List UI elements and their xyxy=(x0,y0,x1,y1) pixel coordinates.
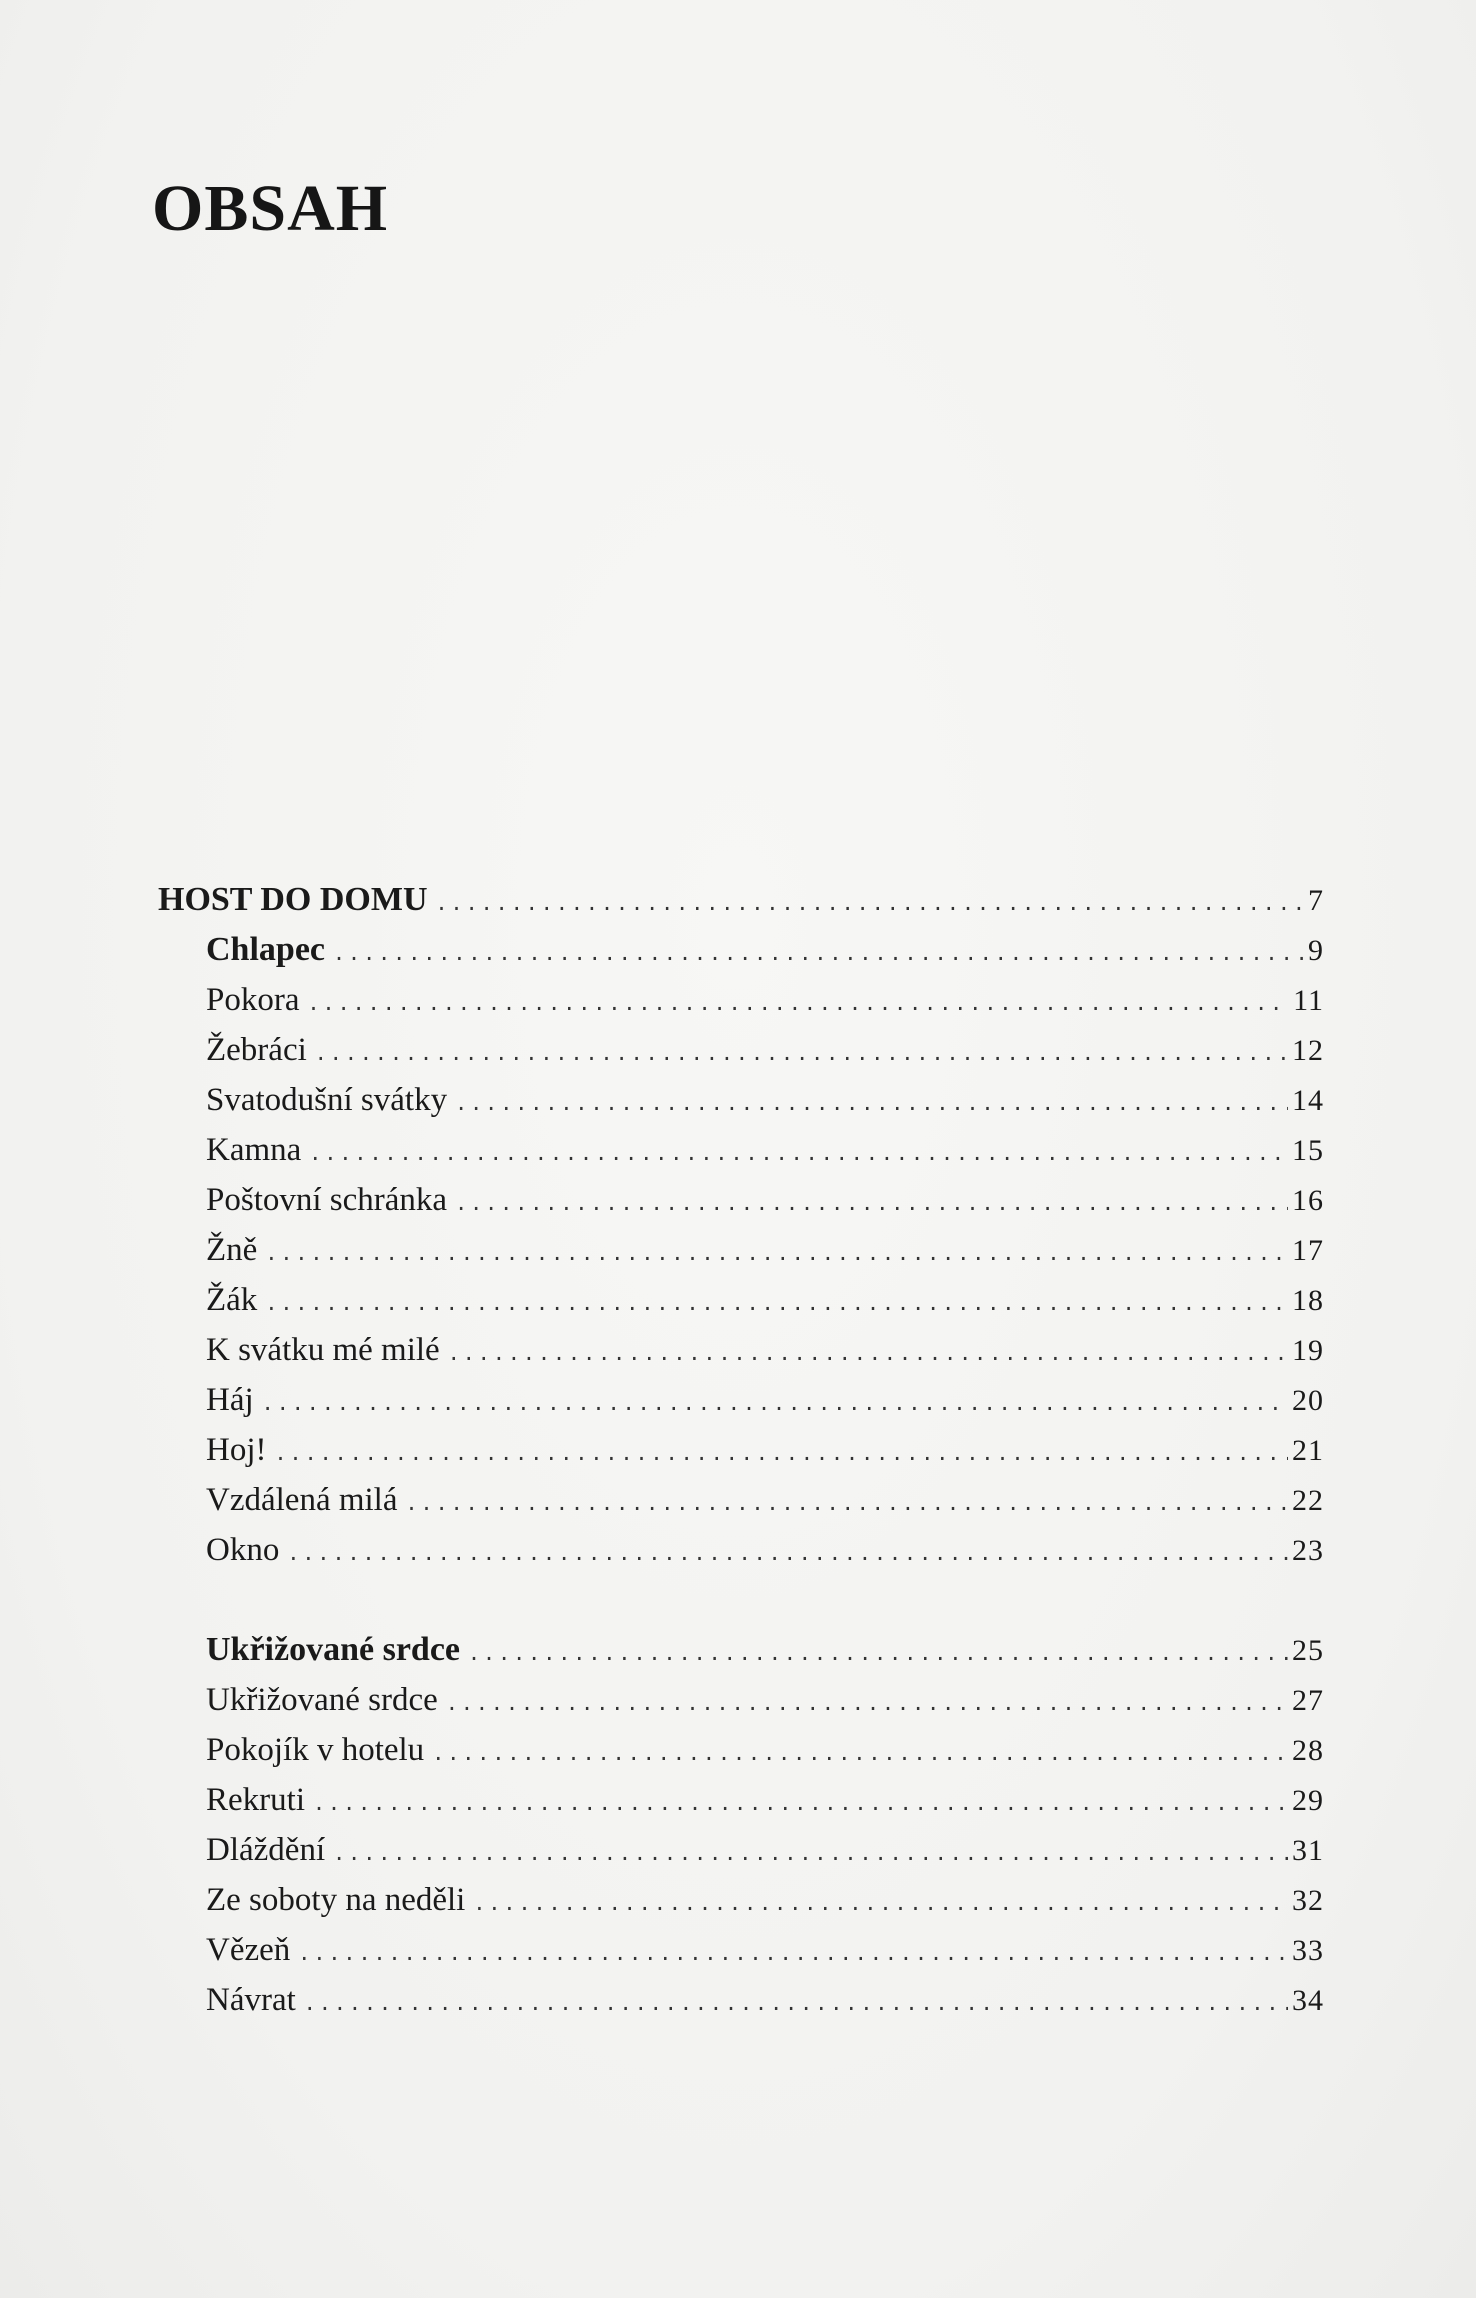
dot-leader xyxy=(298,1933,1288,1973)
toc-entry xyxy=(206,1430,1324,1470)
toc-entry-title: Pokojík v hotelu xyxy=(206,1732,425,1768)
toc-entry xyxy=(206,1380,1324,1420)
toc-entry xyxy=(206,1330,1324,1370)
toc-page-number: 11 xyxy=(1293,984,1324,1017)
toc-entry xyxy=(206,1680,1324,1720)
toc-entry xyxy=(206,1880,1324,1920)
toc-entry-title: Poštovní schránka xyxy=(206,1182,448,1218)
toc-entry-title: Chlapec xyxy=(206,931,325,968)
dot-leader xyxy=(262,1383,1288,1423)
toc-entry-title: Rekruti xyxy=(206,1782,305,1818)
toc-section-entry xyxy=(158,880,1324,920)
dot-leader xyxy=(455,1083,1288,1123)
toc-page-number: 15 xyxy=(1292,1134,1324,1167)
toc-subsection-entry xyxy=(206,930,1324,970)
toc-page-number: 34 xyxy=(1292,1984,1324,2017)
dot-leader xyxy=(436,883,1304,923)
toc-entry-title: Svatodušní svátky xyxy=(206,1082,448,1118)
toc-entry xyxy=(206,1980,1324,2020)
toc-page-number: 9 xyxy=(1308,934,1324,967)
toc-entry-title: Kamna xyxy=(206,1132,302,1168)
toc-page-number: 31 xyxy=(1292,1834,1324,1867)
dot-leader xyxy=(432,1733,1288,1773)
dot-leader xyxy=(308,983,1290,1023)
toc-page-number: 16 xyxy=(1292,1184,1324,1217)
toc-entry-title: Žebráci xyxy=(206,1032,307,1068)
dot-leader xyxy=(309,1133,1288,1173)
toc-page-number: 19 xyxy=(1292,1334,1324,1367)
toc-page-number: 20 xyxy=(1292,1384,1324,1417)
toc-entry-title: Ukřižované srdce xyxy=(206,1682,438,1718)
toc-entry xyxy=(206,1180,1324,1220)
toc-entry xyxy=(206,1080,1324,1120)
toc-page-number: 14 xyxy=(1292,1084,1324,1117)
toc-entry xyxy=(206,1230,1324,1270)
dot-leader xyxy=(304,1983,1288,2023)
toc-entry xyxy=(206,1480,1324,1520)
dot-leader xyxy=(446,1683,1288,1723)
dot-leader xyxy=(468,1633,1288,1673)
toc-entry-title: Žně xyxy=(206,1232,258,1268)
toc-entry xyxy=(206,1930,1324,1970)
toc-page-number: 18 xyxy=(1292,1284,1324,1317)
toc-page-number: 27 xyxy=(1292,1684,1324,1717)
toc-entry-title: HOST DO DOMU xyxy=(158,881,428,918)
toc-page-number: 32 xyxy=(1292,1884,1324,1917)
toc-entry xyxy=(206,1780,1324,1820)
toc-entry-title: Okno xyxy=(206,1532,280,1568)
dot-leader xyxy=(406,1483,1289,1523)
toc-entry-title: Pokora xyxy=(206,982,300,1018)
toc-entry-title: Ze soboty na neděli xyxy=(206,1882,466,1918)
dot-leader xyxy=(333,1833,1288,1873)
toc-entry-title: Háj xyxy=(206,1382,254,1418)
dot-leader xyxy=(265,1233,1288,1273)
toc-page-number: 17 xyxy=(1292,1234,1324,1267)
dot-leader xyxy=(455,1183,1288,1223)
toc-entry-title: Vězeň xyxy=(206,1932,291,1968)
dot-leader xyxy=(275,1433,1289,1473)
dot-leader xyxy=(287,1533,1288,1573)
toc-page-number: 28 xyxy=(1292,1734,1324,1767)
toc-entry xyxy=(206,1030,1324,1070)
toc-entry xyxy=(206,1530,1324,1570)
toc-entry-title: Ukřižované srdce xyxy=(206,1631,461,1668)
toc-entry xyxy=(206,1130,1324,1170)
toc-page-number: 12 xyxy=(1292,1034,1324,1067)
toc-page-number: 21 xyxy=(1292,1434,1324,1467)
toc-entry-title: Vzdálená milá xyxy=(206,1482,398,1518)
toc-entry-title: Dláždění xyxy=(206,1832,326,1868)
toc-subsection-entry xyxy=(206,1630,1324,1670)
toc-entry xyxy=(206,980,1324,1020)
dot-leader xyxy=(315,1033,1288,1073)
dot-leader xyxy=(265,1283,1288,1323)
toc-page-number: 7 xyxy=(1308,884,1324,917)
toc-entry xyxy=(206,1730,1324,1770)
toc-entry-title: K svátku mé milé xyxy=(206,1332,440,1368)
dot-leader xyxy=(313,1783,1288,1823)
page-title: OBSAH xyxy=(152,172,389,245)
toc-entry-title: Hoj! xyxy=(206,1432,267,1468)
dot-leader xyxy=(333,933,1304,973)
toc-entry-title: Žák xyxy=(206,1282,258,1318)
toc-page-number: 29 xyxy=(1292,1784,1324,1817)
toc-page-number: 33 xyxy=(1292,1934,1324,1967)
toc-page-number: 23 xyxy=(1292,1534,1324,1567)
toc-entry xyxy=(206,1830,1324,1870)
dot-leader xyxy=(473,1883,1288,1923)
toc-entry xyxy=(206,1280,1324,1320)
dot-leader xyxy=(448,1333,1288,1373)
toc-entry-title: Návrat xyxy=(206,1982,296,2018)
toc-page-number: 22 xyxy=(1292,1484,1324,1517)
toc-page-number: 25 xyxy=(1292,1634,1324,1667)
